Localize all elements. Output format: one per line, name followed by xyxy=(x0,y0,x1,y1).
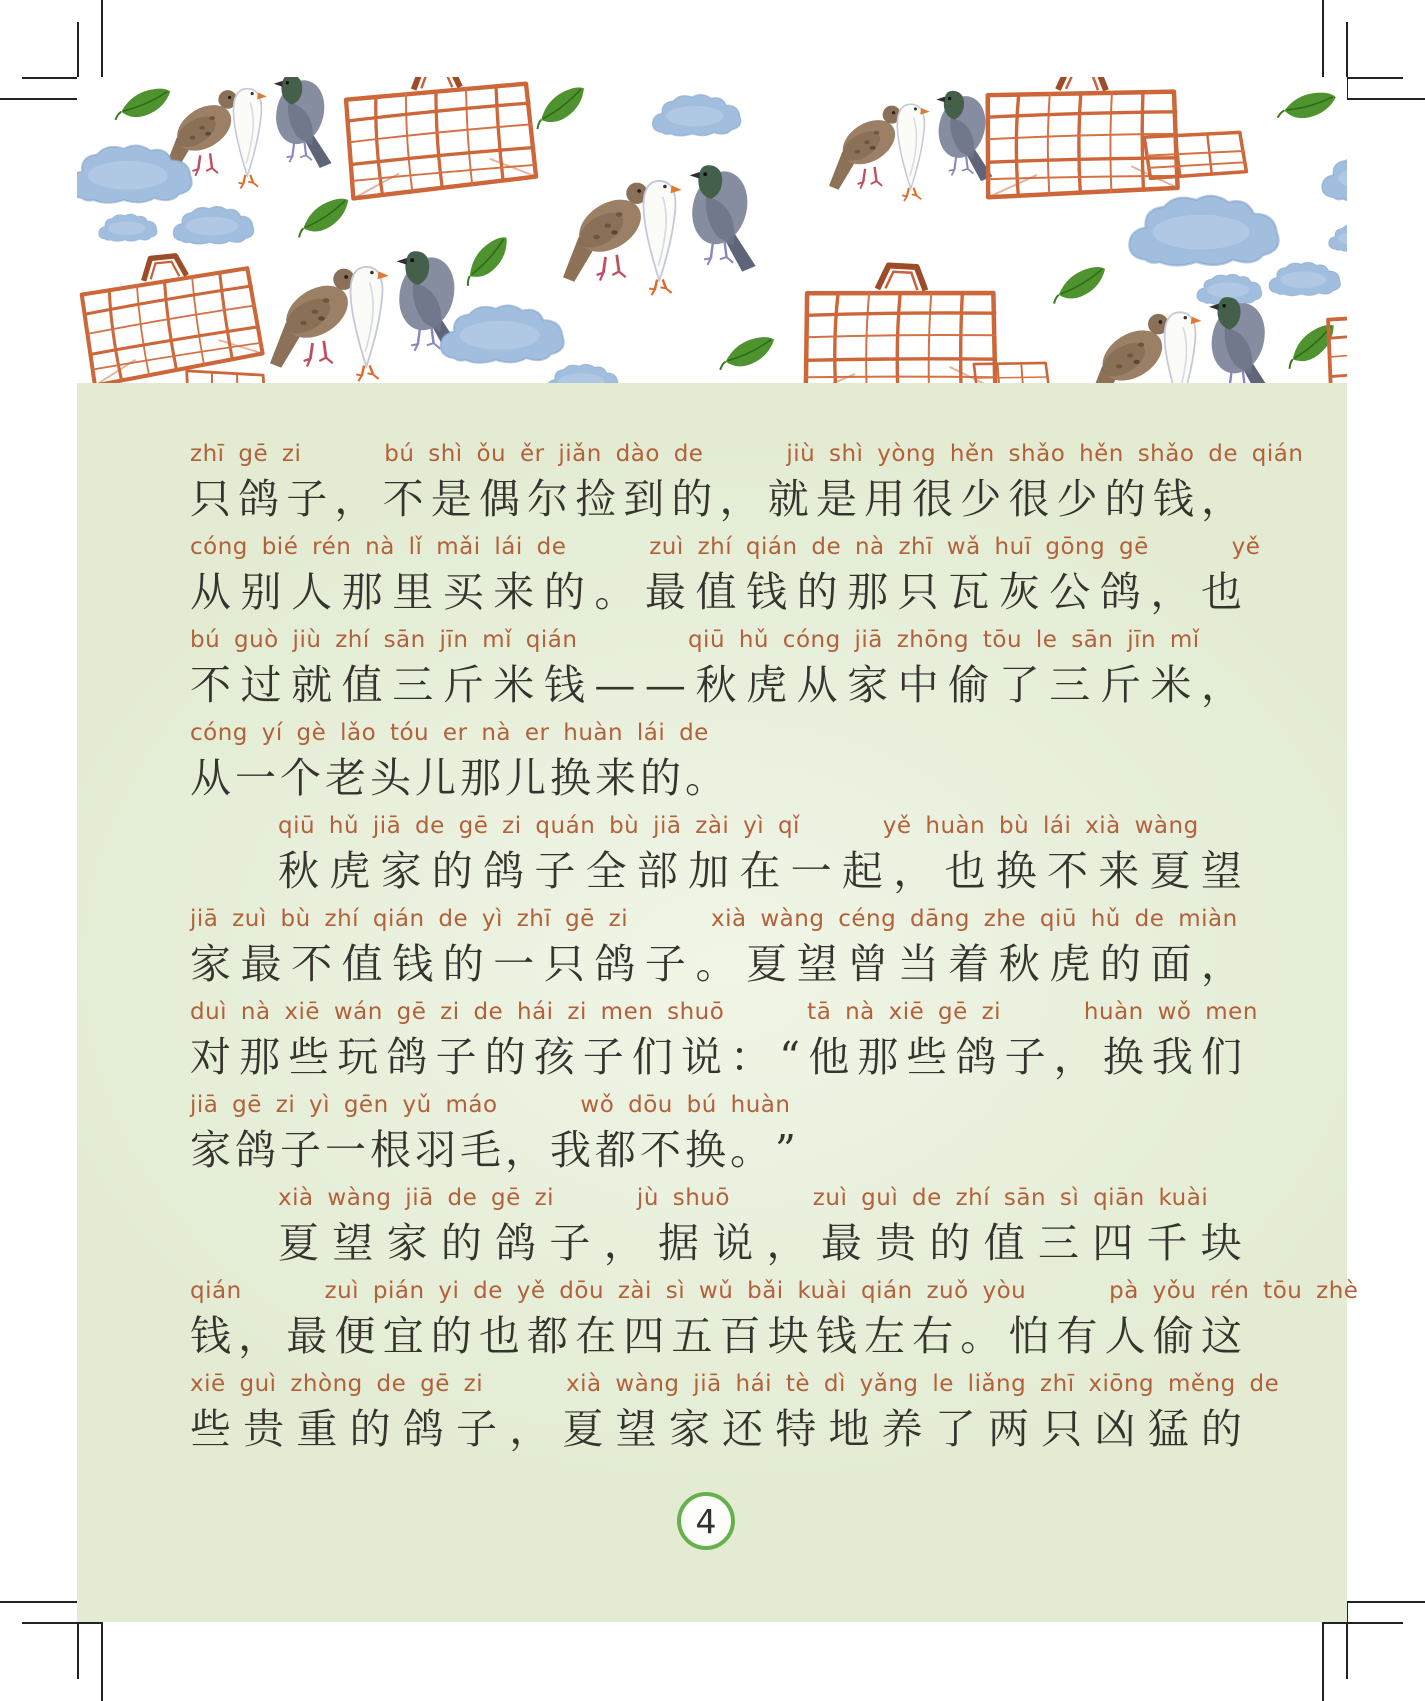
cloud-icon xyxy=(1322,153,1347,201)
hanzi-char: 钱 xyxy=(543,661,585,709)
hanzi-char: 都 xyxy=(595,1126,636,1174)
hanzi-char: 在 xyxy=(575,1312,617,1360)
hanzi-char: 的 xyxy=(484,1033,526,1081)
hanzi-char: 鸽 xyxy=(238,475,280,523)
content-panel xyxy=(77,383,1359,1622)
text-line-5 xyxy=(190,810,1242,903)
hanzi-char: 斤 xyxy=(442,661,484,709)
hanzi-char: 望 xyxy=(796,940,838,988)
page-number: 4 xyxy=(695,1501,717,1541)
text-line-4 xyxy=(190,717,1242,810)
hanzi-char: 从 xyxy=(796,661,838,709)
hanzi-char: 换 xyxy=(995,847,1037,895)
hanzi-char: 全 xyxy=(585,847,627,895)
hanzi-char: 家 xyxy=(386,1219,428,1267)
hanzi-char: 据 xyxy=(657,1219,699,1267)
hanzi-char: 很 xyxy=(1008,475,1050,523)
hanzi-char: 望 xyxy=(1200,847,1242,895)
hanzi-char: 只 xyxy=(1041,1405,1083,1453)
hanzi-char: 的 xyxy=(640,754,681,802)
hanzi-char: ， xyxy=(719,475,761,523)
hanzi-char: 了 xyxy=(934,1405,976,1453)
hanzi-char: 就 xyxy=(291,661,333,709)
hanzi-char: 不 xyxy=(291,940,333,988)
hanzi-char: 。 xyxy=(730,1126,771,1174)
hanzi-char: 子 xyxy=(582,1033,624,1081)
hanzi-char: 望 xyxy=(332,1219,374,1267)
hanzi-char: 最 xyxy=(644,568,686,616)
pigeon-trio-icon xyxy=(270,251,463,381)
hanzi-char: 灰 xyxy=(998,568,1040,616)
hanzi-char: 最 xyxy=(820,1219,862,1267)
hanzi-char: 来 xyxy=(1098,847,1140,895)
hanzi-char: 最 xyxy=(240,940,282,988)
hanzi-char: ， xyxy=(1200,475,1242,523)
bird-cage-icon xyxy=(79,248,264,383)
hanzi-char: 四 xyxy=(1092,1219,1134,1267)
hanzi-char: 子 xyxy=(549,1219,591,1267)
hanzi-char: 夏 xyxy=(1149,847,1191,895)
hanzi-char: 夏 xyxy=(278,1219,319,1267)
hanzi-char: ， xyxy=(505,1126,546,1174)
decorative-header-pattern xyxy=(77,77,1347,383)
text-line-8 xyxy=(190,1089,1242,1182)
cloud-icon xyxy=(1129,196,1278,266)
cage-ramp-icon xyxy=(1139,119,1252,191)
hanzi-char: 重 xyxy=(296,1405,338,1453)
hanzi-char: 一 xyxy=(493,940,535,988)
hanzi-char: ： xyxy=(730,1033,772,1081)
hanzi-char: 们 xyxy=(631,1033,673,1081)
hanzi-char: 鸽 xyxy=(955,1033,997,1081)
hanzi-char: 三 xyxy=(1049,661,1091,709)
pinyin-line: duì nà xiē wán gē zi de hái zi men shuō tā nà xiē gē zi huàn wǒ men xyxy=(190,999,1258,1025)
hanzi-char: 些 xyxy=(190,1405,231,1453)
leaf-icon xyxy=(110,84,175,125)
hanzi-char: 夏 xyxy=(746,940,788,988)
hanzi-char: 买 xyxy=(442,568,484,616)
hanzi-char: 值 xyxy=(695,568,737,616)
hanzi-char: ， xyxy=(238,1312,280,1360)
hanzi-char: 少 xyxy=(960,475,1002,523)
bird-cage-icon xyxy=(802,261,1002,383)
hanzi-char: 那 xyxy=(460,754,501,802)
hanzi-char: 也 xyxy=(1200,568,1242,616)
hanzi-line xyxy=(190,1028,1242,1086)
cage-ramp-icon xyxy=(969,351,1055,383)
hanzi-char: 家 xyxy=(190,940,231,988)
hanzi-char: 怕 xyxy=(1008,1312,1050,1360)
hanzi-char: 子 xyxy=(456,1405,498,1453)
hanzi-char: 偶 xyxy=(478,475,520,523)
hanzi-char: 中 xyxy=(897,661,939,709)
hanzi-char: 来 xyxy=(493,568,535,616)
hanzi-char: 鸽 xyxy=(483,847,525,895)
hanzi-char: 个 xyxy=(280,754,321,802)
cloud-icon xyxy=(1329,224,1347,251)
page-number-badge xyxy=(677,1492,735,1550)
hanzi-char: 的 xyxy=(543,568,585,616)
hanzi-char: 换 xyxy=(550,754,591,802)
hanzi-char: 只 xyxy=(190,475,231,523)
hanzi-char: 子 xyxy=(644,940,686,988)
hanzi-char: 的 xyxy=(671,475,713,523)
hanzi-char: 些 xyxy=(288,1033,330,1081)
hanzi-char: 三 xyxy=(1037,1219,1079,1267)
hanzi-char: 捡 xyxy=(575,475,617,523)
hanzi-char: 子 xyxy=(286,475,328,523)
hanzi-char: — xyxy=(594,661,636,709)
hanzi-char: 左 xyxy=(863,1312,905,1360)
hanzi-char: 儿 xyxy=(415,754,456,802)
hanzi-line xyxy=(190,1121,1242,1179)
hanzi-char: 。 xyxy=(695,940,737,988)
hanzi-char: ， xyxy=(1150,568,1192,616)
pigeon-trio-icon xyxy=(829,91,992,201)
hanzi-char: 望 xyxy=(615,1405,657,1453)
hanzi-char: 不 xyxy=(190,661,231,709)
hanzi-char: 家 xyxy=(380,847,422,895)
cloud-icon xyxy=(653,95,741,136)
hanzi-char: 他 xyxy=(808,1033,850,1081)
hanzi-char: 面 xyxy=(1150,940,1192,988)
hanzi-char: ， xyxy=(1200,661,1242,709)
hanzi-char: 说 xyxy=(680,1033,722,1081)
cloud-icon xyxy=(1269,262,1340,295)
hanzi-char: 家 xyxy=(190,1126,231,1174)
hanzi-char: 养 xyxy=(881,1405,923,1453)
hanzi-line xyxy=(190,563,1242,621)
hanzi-char: 都 xyxy=(526,1312,568,1360)
hanzi-char: 换 xyxy=(685,1126,726,1174)
hanzi-char: 一 xyxy=(325,1126,366,1174)
text-line-6 xyxy=(190,903,1242,996)
hanzi-char: 那 xyxy=(857,1033,899,1081)
hanzi-char: 贵 xyxy=(875,1219,917,1267)
hanzi-char: 千 xyxy=(1146,1219,1188,1267)
hanzi-char: 根 xyxy=(370,1126,411,1174)
hanzi-char: 五 xyxy=(671,1312,713,1360)
hanzi-line xyxy=(190,749,1242,807)
hanzi-char: ， xyxy=(766,1219,808,1267)
hanzi-char: 的 xyxy=(430,1312,472,1360)
hanzi-char: 羽 xyxy=(415,1126,456,1174)
hanzi-char: 孩 xyxy=(533,1033,575,1081)
hanzi-char: 在 xyxy=(739,847,781,895)
hanzi-char: 这 xyxy=(1200,1312,1242,1360)
hanzi-char: 到 xyxy=(623,475,665,523)
leaf-icon xyxy=(1274,89,1338,122)
hanzi-char: 瓦 xyxy=(948,568,990,616)
hanzi-char: 鸽 xyxy=(495,1219,537,1267)
hanzi-char: 钱 xyxy=(392,940,434,988)
hanzi-char: 头 xyxy=(370,754,411,802)
hanzi-char: 还 xyxy=(722,1405,764,1453)
hanzi-char: 不 xyxy=(382,475,424,523)
cloud-icon xyxy=(441,305,564,363)
hanzi-char: 的 xyxy=(1099,940,1141,988)
hanzi-char: 不 xyxy=(640,1126,681,1174)
hanzi-char: 鸽 xyxy=(1099,568,1141,616)
hanzi-char: 的 xyxy=(1200,1405,1242,1453)
hanzi-char: 鸽 xyxy=(594,940,636,988)
pinyin-line: qián zuì pián yi de yě dōu zài sì wǔ bǎi kuài qián zuǒ yòu pà yǒu rén tōu zhè xyxy=(190,1278,1359,1304)
hanzi-char: 是 xyxy=(430,475,472,523)
hanzi-line xyxy=(190,656,1242,714)
hanzi-char: 米 xyxy=(493,661,535,709)
hanzi-char: 。 xyxy=(594,568,636,616)
hanzi-char: 了 xyxy=(998,661,1040,709)
hanzi-line xyxy=(190,935,1242,993)
hanzi-char: 偷 xyxy=(1152,1312,1194,1360)
hanzi-line xyxy=(190,470,1242,528)
hanzi-char: 起 xyxy=(841,847,883,895)
hanzi-char: 加 xyxy=(688,847,730,895)
hanzi-char: 钱 xyxy=(815,1312,857,1360)
hanzi-char: 着 xyxy=(948,940,990,988)
hanzi-line xyxy=(190,1307,1242,1365)
hanzi-char: 子 xyxy=(435,1033,477,1081)
hanzi-char: 宜 xyxy=(382,1312,424,1360)
hanzi-char: 有 xyxy=(1056,1312,1098,1360)
hanzi-line xyxy=(190,1214,1242,1272)
hanzi-char: 不 xyxy=(1046,847,1088,895)
hanzi-char: 鸽 xyxy=(386,1033,428,1081)
cloud-icon xyxy=(547,364,618,383)
hanzi-char: “ xyxy=(779,1033,801,1081)
leaf-icon xyxy=(714,332,779,375)
hanzi-char: 子 xyxy=(1004,1033,1046,1081)
hanzi-char: 的 xyxy=(929,1219,971,1267)
hanzi-char: 的 xyxy=(1104,475,1146,523)
hanzi-char: 从 xyxy=(190,754,231,802)
hanzi-line xyxy=(190,842,1242,900)
hanzi-char: 玩 xyxy=(337,1033,379,1081)
pinyin-line: zhī gē zi bú shì ǒu ěr jiǎn dào de jiù shì yòng hěn shǎo hěn shǎo de qián xyxy=(190,441,1304,467)
hanzi-char: 子 xyxy=(534,847,576,895)
hanzi-char: 钱 xyxy=(746,568,788,616)
hanzi-char: ， xyxy=(1053,1033,1095,1081)
leaf-icon xyxy=(528,81,592,133)
pigeon-trio-icon xyxy=(1087,297,1273,383)
hanzi-char: 斤 xyxy=(1099,661,1141,709)
bird-cage-icon xyxy=(984,77,1182,204)
hanzi-char: 猛 xyxy=(1147,1405,1189,1453)
leaf-icon xyxy=(1046,262,1111,309)
hanzi-char: 一 xyxy=(790,847,832,895)
hanzi-char: 只 xyxy=(543,940,585,988)
hanzi-char: 儿 xyxy=(505,754,546,802)
hanzi-char: 三 xyxy=(392,661,434,709)
hanzi-char: 别 xyxy=(240,568,282,616)
pinyin-line: qiū hǔ jiā de gē zi quán bù jiā zài yì qǐ yě huàn bù lái xià wàng xyxy=(278,813,1199,839)
hanzi-char: 两 xyxy=(988,1405,1030,1453)
cloud-icon xyxy=(99,214,157,241)
pinyin-line: bú guò jiù zhí sān jīn mǐ qián qiū hǔ cóng jiā zhōng tōu le sān jīn mǐ xyxy=(190,627,1200,653)
hanzi-char: 就 xyxy=(767,475,809,523)
leaf-icon xyxy=(1279,319,1342,373)
hanzi-char: 很 xyxy=(912,475,954,523)
hanzi-char: 过 xyxy=(240,661,282,709)
hanzi-char: 换 xyxy=(1102,1033,1144,1081)
cloud-icon xyxy=(173,207,253,245)
hanzi-char: 鸽 xyxy=(235,1126,276,1174)
pinyin-line: jiā gē zi yì gēn yǔ máo wǒ dōu bú huàn xyxy=(190,1092,791,1118)
hanzi-char: 鸽 xyxy=(402,1405,444,1453)
hanzi-char: 人 xyxy=(291,568,333,616)
hanzi-char: 少 xyxy=(1056,475,1098,523)
hanzi-char: 公 xyxy=(1049,568,1091,616)
hanzi-char: 的 xyxy=(440,1219,482,1267)
hanzi-char: 只 xyxy=(897,568,939,616)
text-block xyxy=(190,438,1359,1461)
hanzi-char: 特 xyxy=(775,1405,817,1453)
hanzi-char: 夏 xyxy=(562,1405,604,1453)
text-line-7 xyxy=(190,996,1258,1089)
bird-cage-icon xyxy=(1328,292,1347,383)
hanzi-char: 。 xyxy=(685,754,726,802)
hanzi-char: ， xyxy=(1200,940,1242,988)
hanzi-char: 右 xyxy=(912,1312,954,1360)
hanzi-char: 说 xyxy=(712,1219,754,1267)
hanzi-char: 偷 xyxy=(948,661,990,709)
hanzi-char: 家 xyxy=(668,1405,710,1453)
hanzi-char: 子 xyxy=(280,1126,321,1174)
hanzi-char: 也 xyxy=(944,847,986,895)
hanzi-char: 虎 xyxy=(746,661,788,709)
hanzi-char: 凶 xyxy=(1094,1405,1136,1453)
pigeon-trio-icon xyxy=(563,165,756,295)
hanzi-line xyxy=(190,1400,1242,1458)
hanzi-char: 虎 xyxy=(1049,940,1091,988)
hanzi-char: 从 xyxy=(190,568,231,616)
hanzi-char: ， xyxy=(893,847,935,895)
text-line-11 xyxy=(190,1368,1280,1461)
hanzi-char: 的 xyxy=(442,940,484,988)
hanzi-char: 用 xyxy=(863,475,905,523)
hanzi-char: 秋 xyxy=(278,847,319,895)
text-line-2 xyxy=(190,531,1261,624)
hanzi-char: 尔 xyxy=(526,475,568,523)
text-line-3 xyxy=(190,624,1242,717)
hanzi-char: 的 xyxy=(796,568,838,616)
bird-cage-icon xyxy=(345,77,537,199)
hanzi-char: 我 xyxy=(1151,1033,1193,1081)
hanzi-char: ， xyxy=(603,1219,645,1267)
pinyin-line: xiē guì zhòng de gē zi xià wàng jiā hái tè dì yǎng le liǎng zhī xiōng měng de xyxy=(190,1371,1280,1397)
hanzi-char: 的 xyxy=(349,1405,391,1453)
hanzi-char: 最 xyxy=(286,1312,328,1360)
hanzi-char: 家 xyxy=(847,661,889,709)
text-line-10 xyxy=(190,1275,1359,1368)
hanzi-char: 曾 xyxy=(847,940,889,988)
hanzi-char: 地 xyxy=(828,1405,870,1453)
hanzi-char: 部 xyxy=(636,847,678,895)
hanzi-char: 四 xyxy=(623,1312,665,1360)
hanzi-char: 贵 xyxy=(243,1405,285,1453)
hanzi-char: ” xyxy=(775,1126,796,1174)
hanzi-char: 人 xyxy=(1104,1312,1146,1360)
hanzi-char: 值 xyxy=(341,940,383,988)
hanzi-char: 钱 xyxy=(190,1312,231,1360)
hanzi-char: 值 xyxy=(341,661,383,709)
text-line-9 xyxy=(190,1182,1242,1275)
hanzi-char: 来 xyxy=(595,754,636,802)
text-line-1 xyxy=(190,438,1304,531)
hanzi-char: 秋 xyxy=(695,661,737,709)
pinyin-line: xià wàng jiā de gē zi jù shuō zuì guì de zhí sān sì qiān kuài xyxy=(278,1185,1209,1211)
leaf-icon xyxy=(291,193,356,242)
hanzi-char: ， xyxy=(334,475,376,523)
hanzi-char: — xyxy=(644,661,686,709)
hanzi-char: 便 xyxy=(334,1312,376,1360)
hanzi-char: 块 xyxy=(767,1312,809,1360)
hanzi-char: 当 xyxy=(897,940,939,988)
hanzi-char: 米 xyxy=(1150,661,1192,709)
hanzi-char: ， xyxy=(509,1405,551,1453)
hanzi-char: 那 xyxy=(239,1033,281,1081)
hanzi-char: 对 xyxy=(190,1033,231,1081)
hanzi-char: 一 xyxy=(235,754,276,802)
hanzi-char: 里 xyxy=(392,568,434,616)
hanzi-char: 毛 xyxy=(460,1126,501,1174)
hanzi-char: 的 xyxy=(431,847,473,895)
pinyin-line: jiā zuì bù zhí qián de yì zhī gē zi xià wàng céng dāng zhe qiū hǔ de miàn xyxy=(190,906,1238,932)
pinyin-line: cóng bié rén nà lǐ mǎi lái de zuì zhí qián de nà zhī wǎ huī gōng gē yě xyxy=(190,534,1261,560)
pinyin-line: cóng yí gè lǎo tóu er nà er huàn lái de xyxy=(190,720,709,746)
leaf-icon xyxy=(456,232,517,290)
hanzi-char: 们 xyxy=(1200,1033,1242,1081)
hanzi-char: 那 xyxy=(341,568,383,616)
hanzi-char: 老 xyxy=(325,754,366,802)
hanzi-char: 些 xyxy=(906,1033,948,1081)
hanzi-char: 虎 xyxy=(329,847,371,895)
hanzi-char: 钱 xyxy=(1152,475,1194,523)
hanzi-char: 也 xyxy=(478,1312,520,1360)
hanzi-char: 秋 xyxy=(998,940,1040,988)
hanzi-char: 百 xyxy=(719,1312,761,1360)
hanzi-char: 值 xyxy=(983,1219,1025,1267)
hanzi-char: 是 xyxy=(815,475,857,523)
hanzi-char: 。 xyxy=(960,1312,1002,1360)
hanzi-char: 我 xyxy=(550,1126,591,1174)
hanzi-char: 块 xyxy=(1200,1219,1242,1267)
hanzi-char: 那 xyxy=(847,568,889,616)
